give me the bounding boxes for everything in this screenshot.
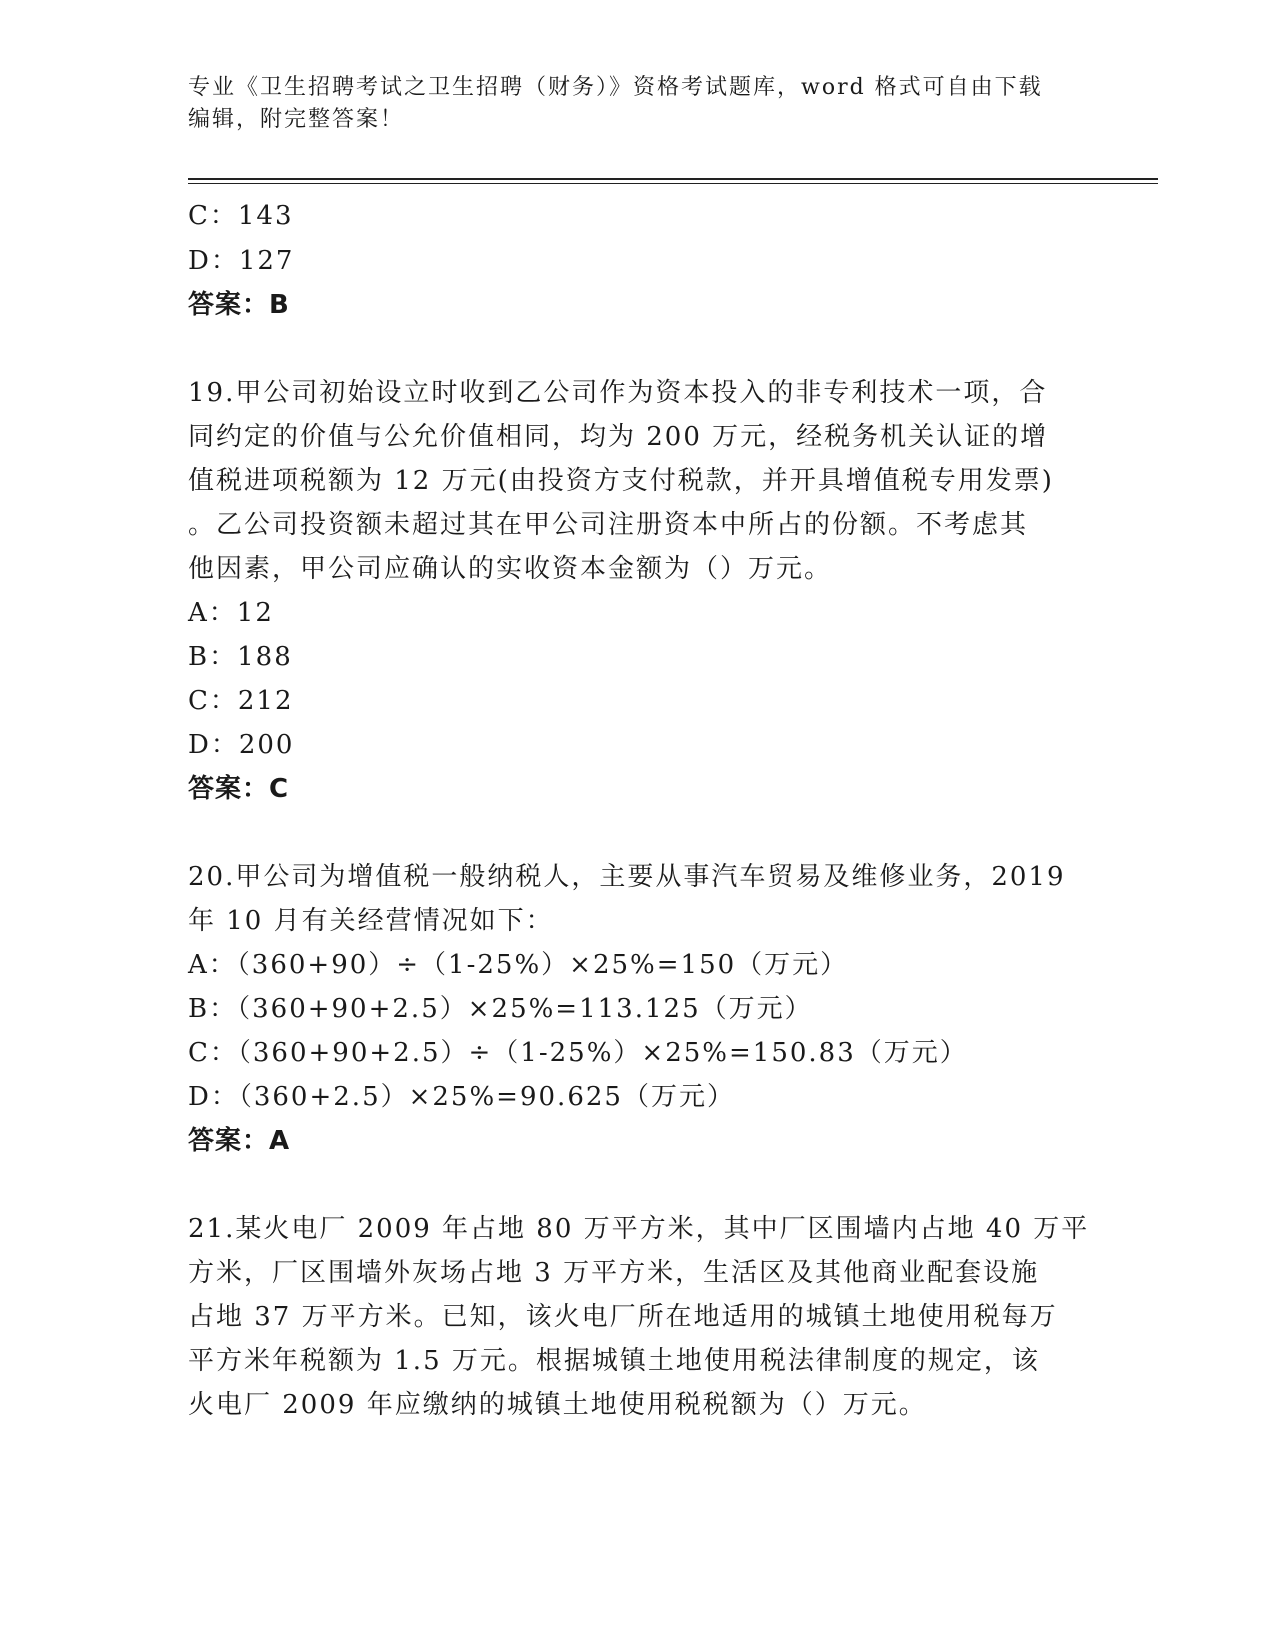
- q20-option-b: B：（360+90+2.5）×25%=113.125（万元）: [188, 994, 813, 1024]
- q19-option-b: B：188: [188, 642, 293, 672]
- q20-option-c: C：（360+90+2.5）÷（1-25%）×25%=150.83（万元）: [188, 1038, 968, 1068]
- q21-text-line: 方米，厂区围墙外灰场占地 3 万平方米，生活区及其他商业配套设施: [188, 1258, 1040, 1288]
- q19-text-line: 。乙公司投资额未超过其在甲公司注册资本中所占的份额。不考虑其: [188, 510, 1029, 540]
- header-rule-thin: [188, 183, 1158, 184]
- q20-text-line: 年 10 月有关经营情况如下：: [188, 906, 554, 936]
- q19-option-d: D：200: [188, 730, 295, 760]
- document-header: [188, 72, 1088, 136]
- q20-text-line: 20.甲公司为增值税一般纳税人，主要从事汽车贸易及维修业务，2019: [188, 862, 1066, 892]
- q19-option-a: A：12: [188, 598, 274, 628]
- q20-answer: 答案：A: [188, 1126, 291, 1156]
- q18-answer: 答案：B: [188, 290, 290, 320]
- q21-text-line: 21.某火电厂 2009 年占地 80 万平方米，其中厂区围墙内占地 40 万平: [188, 1214, 1090, 1244]
- q20-option-a: A：（360+90）÷（1-25%）×25%=150（万元）: [188, 950, 849, 980]
- q20-option-d: D：（360+2.5）×25%=90.625（万元）: [188, 1082, 735, 1112]
- q19-text-line: 19.甲公司初始设立时收到乙公司作为资本投入的非专利技术一项，合: [188, 378, 1048, 408]
- q21-text-line: 占地 37 万平方米。已知，该火电厂所在地适用的城镇土地使用税每万: [188, 1302, 1058, 1332]
- q21-text-line: 平方米年税额为 1.5 万元。根据城镇土地使用税法律制度的规定，该: [188, 1346, 1040, 1376]
- q18-option-d: D：127: [188, 246, 295, 276]
- q19-text-line: 值税进项税额为 12 万元(由投资方支付税款，并开具增值税专用发票): [188, 466, 1054, 496]
- q21-text-line: 火电厂 2009 年应缴纳的城镇土地使用税税额为（）万元。: [188, 1390, 927, 1420]
- q19-text-line: 同约定的价值与公允价值相同，均为 200 万元，经税务机关认证的增: [188, 422, 1049, 452]
- q19-answer: 答案：C: [188, 774, 290, 804]
- q19-option-c: C：212: [188, 686, 294, 716]
- header-line-1: 专业《卫生招聘考试之卫生招聘（财务）》资格考试题库，word 格式可自由下载: [188, 75, 1043, 100]
- header-line-2: 编辑，附完整答案！: [188, 107, 405, 132]
- q19-text-line: 他因素，甲公司应确认的实收资本金额为（）万元。: [188, 554, 833, 584]
- header-rule-thick: [188, 178, 1158, 180]
- q18-option-c: C：143: [188, 201, 294, 231]
